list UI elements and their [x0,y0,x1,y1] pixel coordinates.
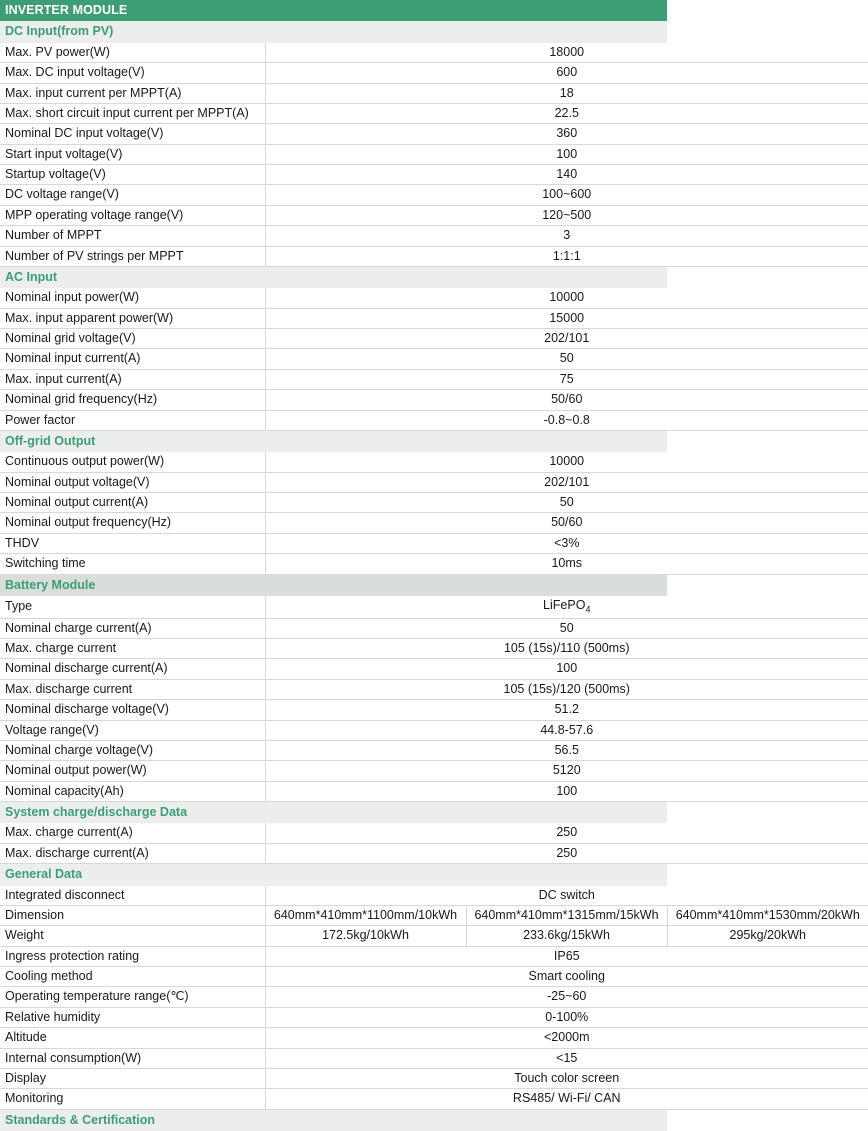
spec-value: 10000 [265,452,868,472]
spec-label: Nominal input current(A) [0,349,265,369]
module-title-row [0,0,868,21]
spec-label: Nominal discharge current(A) [0,659,265,679]
spec-label: Max. input current(A) [0,369,265,389]
section-header-label: System charge/discharge Data [0,802,667,824]
spec-value: 100 [265,144,868,164]
spec-label: Ingress protection rating [0,946,265,966]
section-header-row [0,430,868,452]
spec-label: Max. input apparent power(W) [0,308,265,328]
spec-value: 75 [265,369,868,389]
spec-label: Continuous output power(W) [0,452,265,472]
spec-row [0,886,868,906]
spec-row [0,103,868,123]
spec-value: 44.8-57.6 [265,720,868,740]
spec-label: Internal consumption(W) [0,1048,265,1068]
spec-row [0,63,868,83]
spec-row [0,1089,868,1109]
spec-label: Max. charge current [0,639,265,659]
spec-value: 5120 [265,761,868,781]
spec-value: 295kg/20kWh [667,926,868,946]
spec-label: Startup voltage(V) [0,165,265,185]
spec-value: 233.6kg/15kWh [466,926,667,946]
section-header-label: Standards & Certification [0,1109,667,1131]
spec-value: 172.5kg/10kWh [265,926,466,946]
section-header-label: Off-grid Output [0,430,667,452]
spec-row [0,472,868,492]
spec-value: -25~60 [265,987,868,1007]
spec-label: Voltage range(V) [0,720,265,740]
spec-row [0,43,868,63]
spec-value: 0-100% [265,1007,868,1027]
spec-value: 50/60 [265,390,868,410]
section-header-row [0,802,868,824]
spec-value: 18 [265,83,868,103]
section-header-label: AC Input [0,266,667,288]
spec-label: Max. PV power(W) [0,43,265,63]
spec-value: 3 [265,226,868,246]
spec-label: Nominal output current(A) [0,493,265,513]
spec-label: Max. discharge current(A) [0,843,265,863]
spec-label: THDV [0,533,265,553]
section-header-row [0,574,868,596]
spec-value: 140 [265,165,868,185]
spec-value: 105 (15s)/110 (500ms) [265,639,868,659]
spec-value: 105 (15s)/120 (500ms) [265,679,868,699]
spec-row [0,513,868,533]
spec-label: Nominal output frequency(Hz) [0,513,265,533]
spec-value: 360 [265,124,868,144]
spec-value: 640mm*410mm*1530mm/20kWh [667,905,868,925]
spec-value: 15000 [265,308,868,328]
spec-label: Nominal DC input voltage(V) [0,124,265,144]
spec-row [0,639,868,659]
spec-value: <2000m [265,1028,868,1048]
spec-row [0,452,868,472]
spec-value: 202/101 [265,472,868,492]
spec-row [0,659,868,679]
spec-value: 50 [265,349,868,369]
spec-label: Display [0,1068,265,1088]
spec-value: 18000 [265,43,868,63]
spec-value: 250 [265,823,868,843]
spec-label: Switching time [0,554,265,574]
spec-label: Monitoring [0,1089,265,1109]
section-header-row [0,21,868,42]
spec-row [0,926,868,946]
spec-label: Dimension [0,905,265,925]
spec-value-subscript: 4 [585,604,591,615]
spec-row [0,1048,868,1068]
spec-value: 640mm*410mm*1100mm/10kWh [265,905,466,925]
spec-label: Nominal input power(W) [0,288,265,308]
spec-row [0,843,868,863]
spec-value-base: LiFePO [543,597,586,612]
spec-label: Type [0,596,265,618]
spec-label: Nominal grid frequency(Hz) [0,390,265,410]
spec-row [0,205,868,225]
spec-row [0,1028,868,1048]
spec-row [0,700,868,720]
spec-label: Nominal grid voltage(V) [0,329,265,349]
section-header-label: Battery Module [0,574,667,596]
spec-label: Nominal output power(W) [0,761,265,781]
spec-value: 100 [265,659,868,679]
spec-row [0,967,868,987]
spec-value: 600 [265,63,868,83]
spec-row [0,124,868,144]
spec-label: MPP operating voltage range(V) [0,205,265,225]
section-header-row [0,864,868,886]
spec-label: Number of PV strings per MPPT [0,246,265,266]
section-header-row [0,266,868,288]
section-header-label: DC Input(from PV) [0,21,667,42]
spec-row [0,823,868,843]
spec-label: DC voltage range(V) [0,185,265,205]
spec-label: Relative humidity [0,1007,265,1027]
spec-value: 50 [265,618,868,638]
spec-row [0,946,868,966]
spec-value: 22.5 [265,103,868,123]
spec-label: Nominal charge voltage(V) [0,740,265,760]
spec-row [0,144,868,164]
spec-row [0,1068,868,1088]
spec-row [0,329,868,349]
spec-value: -0.8~0.8 [265,410,868,430]
spec-row [0,410,868,430]
spec-row [0,493,868,513]
spec-value: 202/101 [265,329,868,349]
module-title: INVERTER MODULE [0,0,667,21]
spec-value: 120~500 [265,205,868,225]
spec-row [0,596,868,618]
spec-label: Max. input current per MPPT(A) [0,83,265,103]
spec-label: Nominal discharge voltage(V) [0,700,265,720]
spec-row [0,781,868,801]
spec-value: 50 [265,493,868,513]
spec-value: 51.2 [265,700,868,720]
spec-value: 1:1:1 [265,246,868,266]
spec-row [0,987,868,1007]
spec-value: 100 [265,781,868,801]
spec-row [0,369,868,389]
spec-row [0,185,868,205]
spec-value: RS485/ Wi-Fi/ CAN [265,1089,868,1109]
spec-row [0,83,868,103]
spec-row [0,533,868,553]
spec-value: 10ms [265,554,868,574]
spec-row [0,740,868,760]
spec-label: Nominal charge current(A) [0,618,265,638]
spec-row [0,1007,868,1027]
spec-label: Power factor [0,410,265,430]
spec-row [0,720,868,740]
spec-label: Start input voltage(V) [0,144,265,164]
spec-row [0,165,868,185]
spec-label: Max. charge current(A) [0,823,265,843]
spec-row [0,308,868,328]
spec-row [0,761,868,781]
spec-value: Touch color screen [265,1068,868,1088]
spec-value: 100~600 [265,185,868,205]
spec-value: <15 [265,1048,868,1068]
spec-value: 50/60 [265,513,868,533]
spec-row [0,554,868,574]
spec-row [0,349,868,369]
spec-value: DC switch [265,886,868,906]
spec-label: Nominal capacity(Ah) [0,781,265,801]
spec-label: Operating temperature range(℃) [0,987,265,1007]
spec-value [265,596,868,618]
spec-label: Nominal output voltage(V) [0,472,265,492]
section-header-label: General Data [0,864,667,886]
spec-label: Max. discharge current [0,679,265,699]
section-header-row [0,1109,868,1131]
spec-value: 56.5 [265,740,868,760]
spec-value: <3% [265,533,868,553]
spec-row [0,288,868,308]
spec-row [0,226,868,246]
spec-value: Smart cooling [265,967,868,987]
spec-value: 250 [265,843,868,863]
spec-row [0,246,868,266]
spec-value: IP65 [265,946,868,966]
spec-label: Max. short circuit input current per MPPT(A) [0,103,265,123]
spec-label: Number of MPPT [0,226,265,246]
spec-row [0,618,868,638]
spec-label: Integrated disconnect [0,886,265,906]
spec-row [0,905,868,925]
spec-value: 640mm*410mm*1315mm/15kWh [466,905,667,925]
spec-label: Max. DC input voltage(V) [0,63,265,83]
spec-label: Cooling method [0,967,265,987]
spec-value: 10000 [265,288,868,308]
spec-label: Weight [0,926,265,946]
spec-row [0,679,868,699]
spec-label: Altitude [0,1028,265,1048]
spec-row [0,390,868,410]
